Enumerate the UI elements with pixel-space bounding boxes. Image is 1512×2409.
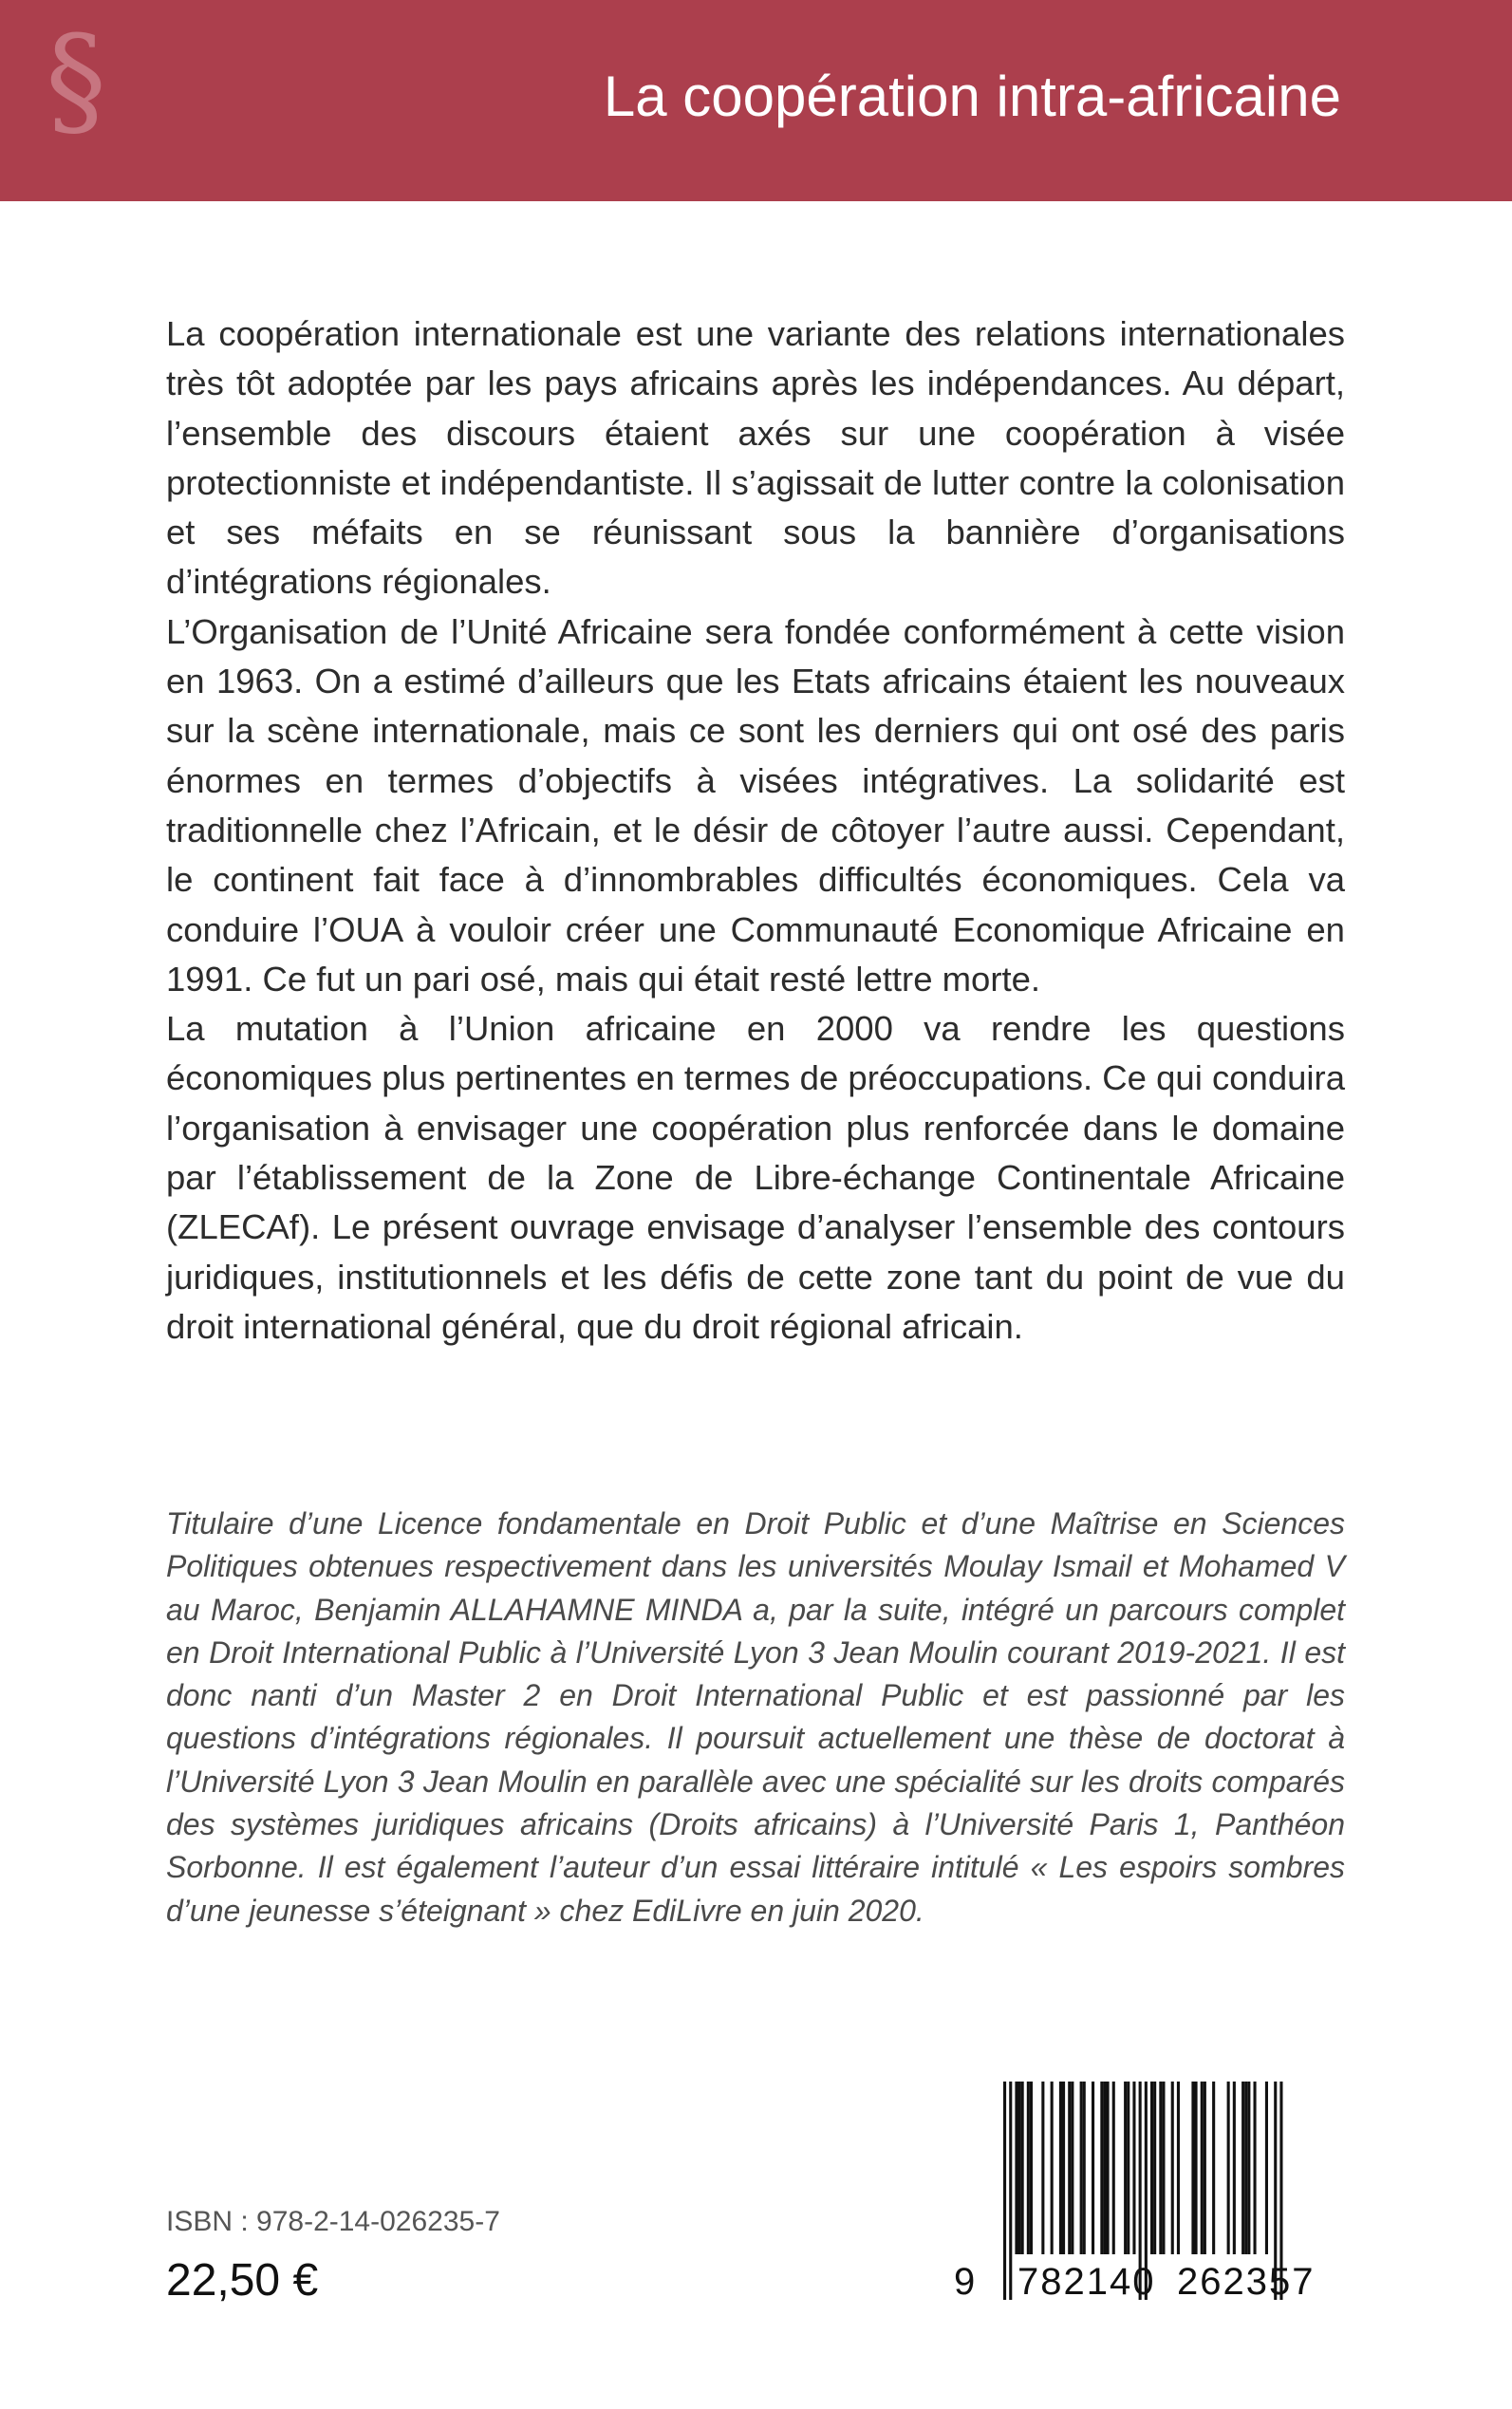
barcode-bar: [1244, 2082, 1247, 2254]
book-summary: [166, 309, 1345, 1352]
barcode-bar: [1254, 2082, 1257, 2254]
header-band: [0, 0, 1512, 201]
barcode-bar: [1021, 2082, 1024, 2254]
barcode-bar: [1150, 2082, 1153, 2254]
barcode-bar: [1051, 2082, 1054, 2254]
barcode-bar: [1068, 2082, 1071, 2254]
barcode-bar: [1171, 2082, 1174, 2254]
barcode-bar: [1124, 2082, 1127, 2254]
barcode-bar: [1195, 2082, 1198, 2254]
barcode-bar: [1030, 2082, 1033, 2254]
barcode-bar: [1018, 2082, 1021, 2254]
barcode-bar: [1003, 2082, 1006, 2300]
barcode-right-digits: 262357: [1177, 2261, 1316, 2303]
barcode-bar: [1233, 2082, 1236, 2254]
isbn-label: ISBN : 978-2-14-026235-7: [166, 2206, 500, 2237]
barcode-bar: [1041, 2082, 1044, 2254]
summary-paragraph: La coopération internationale est une variante des relations internationales très tôt adoptée par les pays africains après les indépendances. Au départ, l’ensemble des discours étaient axés sur une coopération à visée protectionniste et indépendantiste. Il s’agissait de lutter contre la colonisation et ses méfaits en se réunissant sous la bannière d’organisations d’intégrations régionales.: [166, 314, 1345, 602]
barcode-bar: [1153, 2082, 1156, 2254]
barcode-bar: [1159, 2082, 1162, 2254]
barcode-icon: [954, 2082, 1334, 2357]
author-bio: Titulaire d’une Licence fondamentale en Droit Public et d’une Maîtrise en Sciences Politiques obtenues respectivement dans les universités Moulay Ismail et Mohamed V au Maroc, Benjamin ALLAHAMNE MINDA a, par la suite, intégré un parcours complet en Droit International Public à l’Université Lyon 3 Jean Moulin courant 2019-2021. Il est donc nanti d’un Master 2 en Droit International Public et est passionné par les questions d’intégrations régionales. Il poursuit actuellement une thèse de doctorat à l’Université Lyon 3 Jean Moulin en parallèle avec une spécialité sur les droits comparés des systèmes juridiques africains (Droits africains) à l’Université Paris 1, Panthéon Sorbonne. Il est également l’auteur d’un essai littéraire intitulé « Les espoirs sombres d’une jeunesse s’éteignant » chez EdiLivre en juin 2020.: [166, 1506, 1345, 1928]
barcode-bar: [1062, 2082, 1065, 2254]
barcode-bar: [1100, 2082, 1103, 2254]
barcode-bar: [1009, 2082, 1012, 2300]
barcode-bar: [1092, 2082, 1094, 2254]
barcode-bar: [1247, 2082, 1250, 2254]
summary-paragraph: La mutation à l’Union africaine en 2000 va rendre les questions économiques plus pertinentes en termes de préoccupations. Ce qui conduira l’organisation à envisager une coopération plus renforcée dans le domaine par l’établissement de la Zone de Libre-échange Continentale Africaine (ZLECAf). Le présent ouvrage envisage d’analyser l’ensemble des contours juridiques, institutionnels et les défis de cette zone tant du point de vue du droit international général, que du droit régional africain.: [166, 1009, 1345, 1346]
barcode-bar: [1204, 2082, 1206, 2254]
barcode-left-digits: 782140: [1017, 2261, 1156, 2303]
barcode-bar: [1059, 2082, 1062, 2254]
barcode-bar: [1127, 2082, 1129, 2254]
barcode-bar: [1177, 2082, 1180, 2254]
price-label: 22,50 €: [166, 2255, 319, 2306]
barcode-bar: [1162, 2082, 1165, 2254]
barcode-bar: [1132, 2082, 1135, 2254]
barcode-bar: [1080, 2082, 1083, 2254]
summary-paragraph: L’Organisation de l’Unité Africaine sera fondée conformément à cette vision en 1963. On a estimé d’ailleurs que les Etats africains étaient les nouveaux sur la scène internationale, mais ce sont les derniers qui ont osé des paris énormes en termes d’objectifs à visées intégratives. La solidarité est traditionnelle chez l’Africain, et le désir de côtoyer l’autre aussi. Cependant, le continent fait face à d’innombrables difficultés économiques. Cela va conduire l’OUA à vouloir créer une Communauté Economique Africaine en 1991. Ce fut un pari osé, mais qui était resté lettre morte.: [166, 611, 1345, 999]
series-title: La coopération intra-africaine: [603, 65, 1341, 128]
barcode-bar: [1107, 2082, 1110, 2254]
barcode-bar: [1227, 2082, 1230, 2254]
barcode-bar: [1265, 2082, 1268, 2254]
barcode-bar: [1083, 2082, 1086, 2254]
barcode-lead-digit: 9: [954, 2261, 976, 2303]
barcode-bar: [1212, 2082, 1215, 2254]
barcode-bar: [1241, 2082, 1244, 2254]
barcode-bar: [1191, 2082, 1194, 2254]
barcode-bar: [1027, 2082, 1030, 2254]
barcode-bar: [1071, 2082, 1073, 2254]
barcode-bar: [1015, 2082, 1017, 2254]
section-symbol-icon: §: [46, 10, 106, 152]
barcode-bar: [1112, 2082, 1115, 2254]
barcode-bar: [1103, 2082, 1106, 2254]
barcode-bar: [1201, 2082, 1204, 2254]
